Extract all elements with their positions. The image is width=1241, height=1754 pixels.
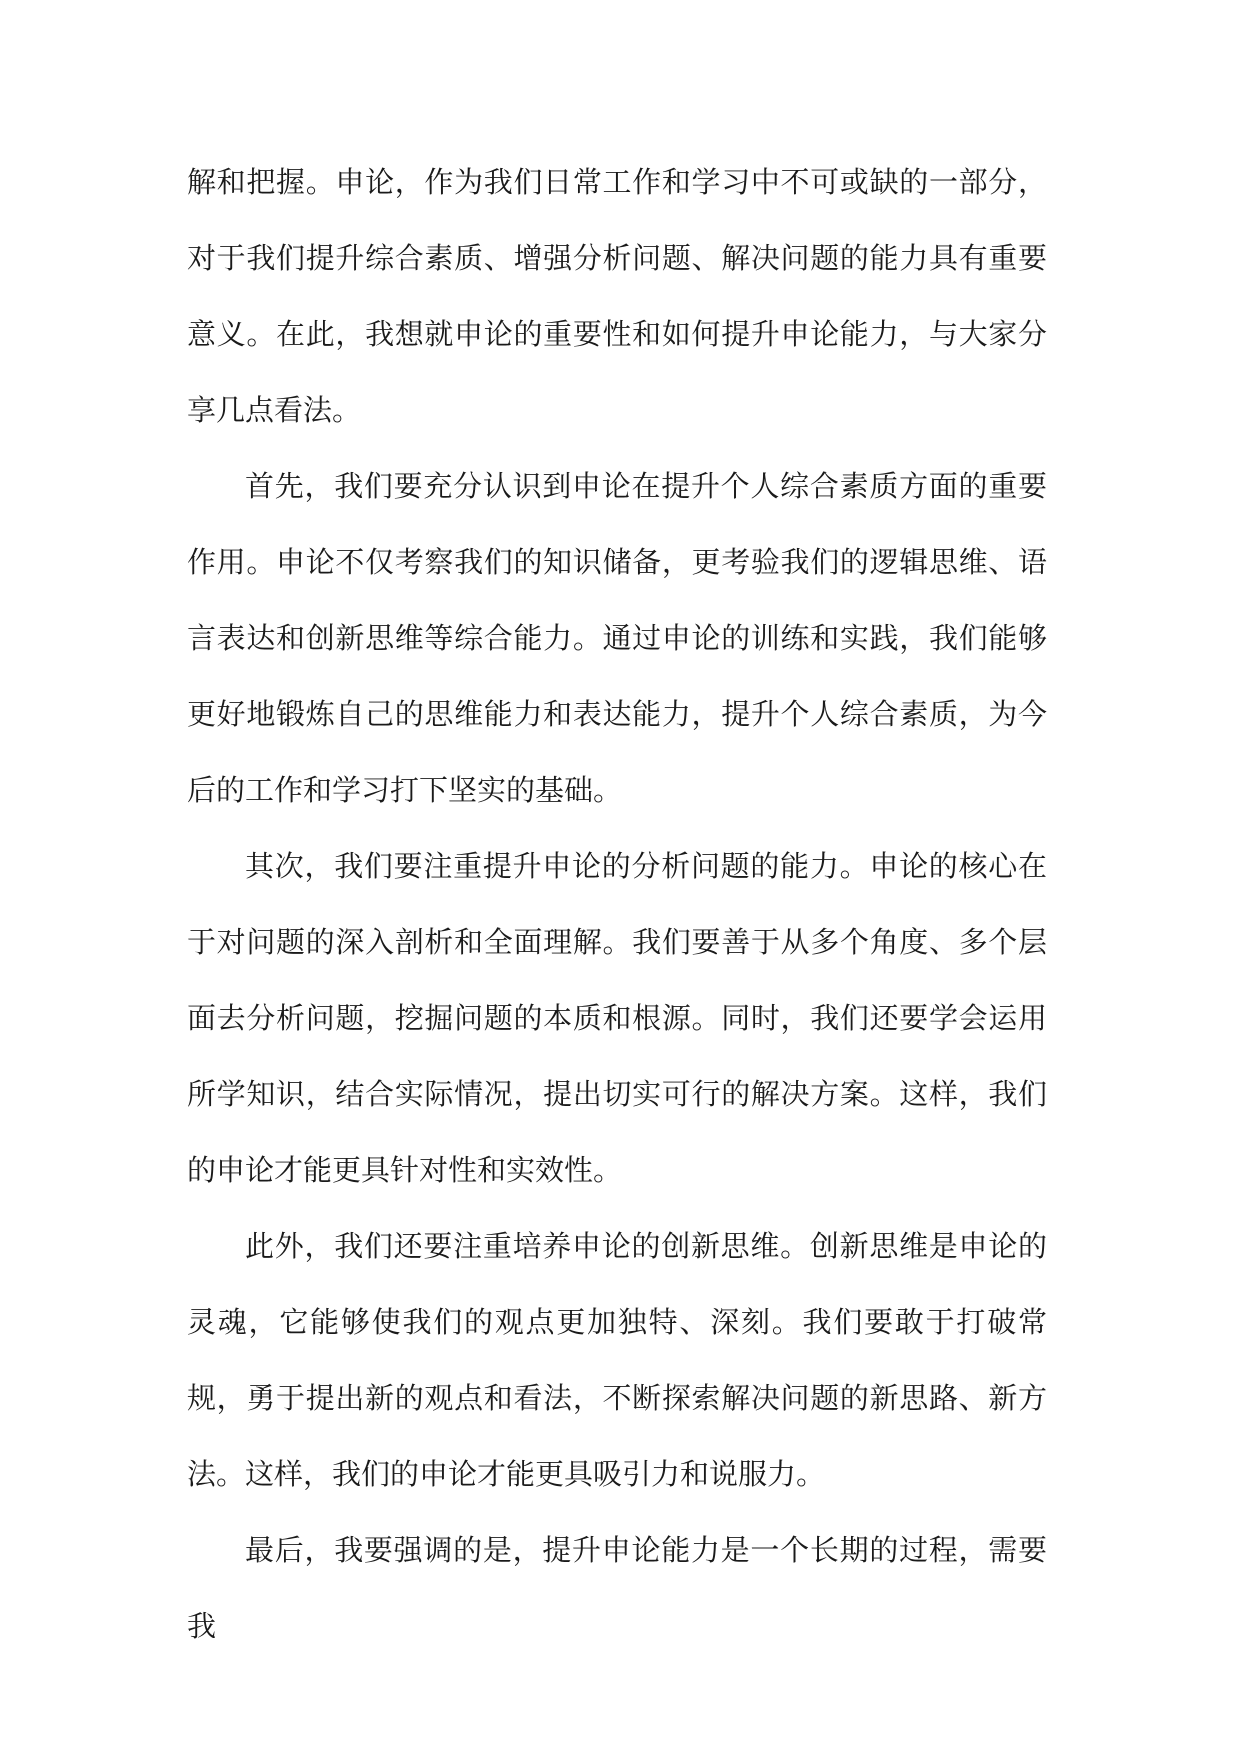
paragraph-third-point: 此外，我们还要注重培养申论的创新思维。创新思维是申论的灵魂，它能够使我们的观点更加独特、深刻。我们要敢于打破常规，勇于提出新的观点和看法，不断探索解决问题的新思路、新方法。这样，我们的申论才能更具吸引力和说服力。: [187, 1229, 1047, 1491]
document-body: [187, 144, 1047, 1664]
paragraph-first-point: 首先，我们要充分认识到申论在提升个人综合素质方面的重要作用。申论不仅考察我们的知识储备，更考验我们的逻辑思维、语言表达和创新思维等综合能力。通过申论的训练和实践，我们能够更好地锻炼自己的思维能力和表达能力，提升个人综合素质，为今后的工作和学习打下坚实的基础。: [187, 469, 1047, 807]
paragraph-final-point: 最后，我要强调的是，提升申论能力是一个长期的过程，需要我: [187, 1533, 1047, 1643]
paragraph-second-point: 其次，我们要注重提升申论的分析问题的能力。申论的核心在于对问题的深入剖析和全面理解。我们要善于从多个角度、多个层面去分析问题，挖掘问题的本质和根源。同时，我们还要学会运用所学知识，结合实际情况，提出切实可行的解决方案。这样，我们的申论才能更具针对性和实效性。: [187, 849, 1047, 1187]
paragraph-continued: 解和把握。申论，作为我们日常工作和学习中不可或缺的一部分，对于我们提升综合素质、增强分析问题、解决问题的能力具有重要意义。在此，我想就申论的重要性和如何提升申论能力，与大家分享几点看法。: [187, 165, 1047, 427]
